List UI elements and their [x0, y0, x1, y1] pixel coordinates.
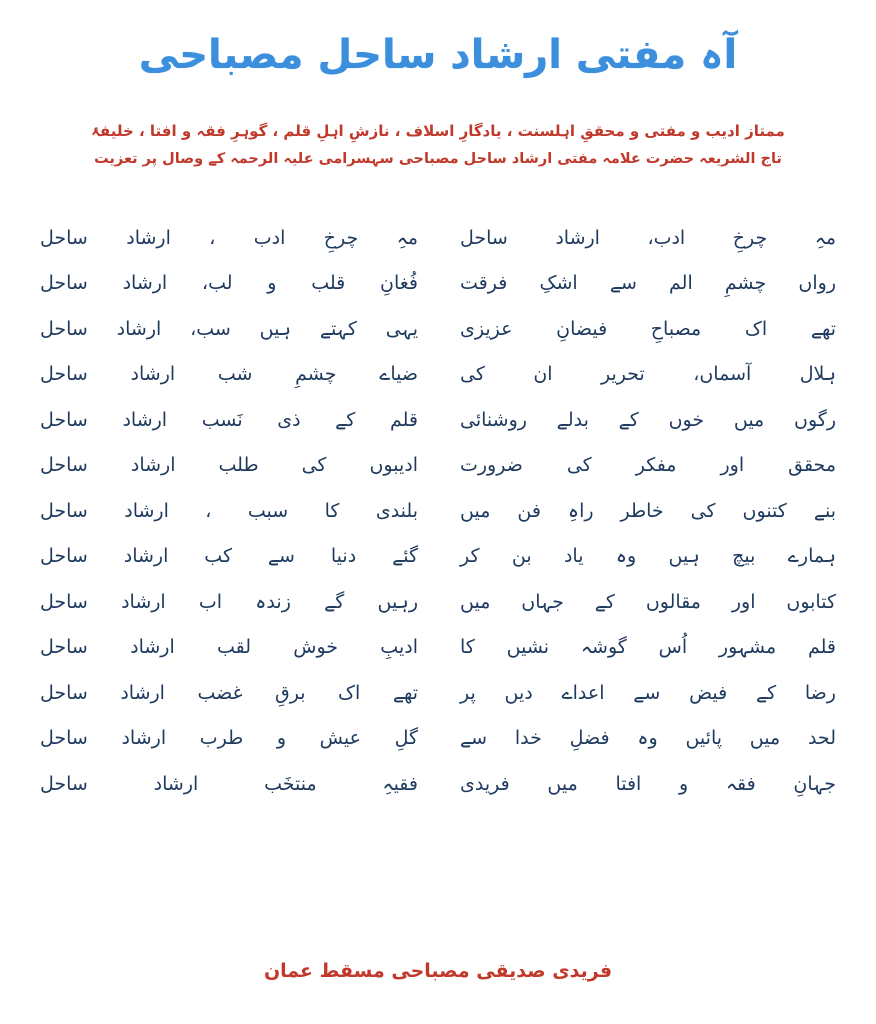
couplet-row — [34, 355, 842, 395]
hemistich-second: تھے اک برقِ غضب ارشاد ساحل — [40, 681, 418, 704]
subtitle-block — [0, 118, 876, 173]
couplet-row — [34, 264, 842, 304]
hemistich-second: بلندی کا سبب ، ارشاد ساحل — [40, 499, 418, 522]
hemistich-first: جہانِ فقہ و افتا میں فریدی — [460, 772, 836, 795]
subtitle-line-1: ممتاز ادیب و مفتی و محققِ اہلسنت ، یادگارِ اسلاف ، نازشِ اہلِ قلم ، گوہرِ فقہ و افتا ، خلیفۂ — [91, 122, 785, 140]
hemistich-second: ادیبوں کی طلب ارشاد ساحل — [40, 454, 418, 477]
couplet-row — [34, 401, 842, 441]
hemistich-second: قلم کے ذی نَسب ارشاد ساحل — [40, 408, 418, 431]
hemistich-second: ضیاے چشمِ شب ارشاد ساحل — [40, 363, 418, 386]
title-block — [0, 0, 876, 82]
hemistich-first: رضا کے فیض سے اعداے دیں پر — [460, 681, 836, 704]
hemistich-second: ادیبِ خوش لقب ارشاد ساحل — [40, 636, 418, 659]
couplet-row — [34, 628, 842, 668]
couplet-row — [34, 583, 842, 623]
hemistich-second: فُغانِ قلب و لب، ارشاد ساحل — [40, 272, 418, 295]
hemistich-second: مہِ چرخِ ادب ، ارشاد ساحل — [40, 226, 418, 249]
couplet-row — [34, 492, 842, 532]
hemistich-first: محقق اور مفکر کی ضرورت — [460, 454, 836, 477]
couplet-row — [34, 219, 842, 259]
couplet-row — [34, 310, 842, 350]
hemistich-first: لحد میں پائیں وہ فضلِ خدا سے — [460, 727, 836, 750]
hemistich-first: ہلال آسماں، تحریر ان کی — [460, 363, 836, 386]
hemistich-first: بنے کتنوں کی خاطر راہِ فن میں — [460, 499, 836, 522]
hemistich-second: فقیہِ منتخَب ارشاد ساحل — [40, 772, 418, 795]
hemistich-second: رہیں گے زندہ اب ارشاد ساحل — [40, 590, 418, 613]
hemistich-second: گئے دنیا سے کب ارشاد ساحل — [40, 545, 418, 568]
hemistich-second: یہی کہتے ہیں سب، ارشاد ساحل — [40, 317, 418, 340]
hemistich-first: قلم مشہور اُس گوشہ نشیں کا — [460, 636, 836, 659]
couplet-row — [34, 674, 842, 714]
couplet-row — [34, 537, 842, 577]
page-title: آہ مفتی ارشاد ساحل مصباحی — [138, 32, 738, 78]
hemistich-first: مہِ چرخِ ادب، ارشاد ساحل — [460, 226, 836, 249]
footer-block — [0, 960, 876, 1024]
couplet-row — [34, 446, 842, 486]
hemistich-first: کتابوں اور مقالوں کے جہاں میں — [460, 590, 836, 613]
couplet-row — [34, 719, 842, 759]
hemistich-first: رواں چشمِ الم سے اشکِ فرقت — [460, 272, 836, 295]
hemistich-first: رگوں میں خوں کے بدلے روشنائی — [460, 408, 836, 431]
hemistich-first: ہمارے بیچ ہیں وہ یاد بن کر — [460, 545, 836, 568]
couplet-row — [34, 765, 842, 805]
author-signature: فریدی صدیقی مصباحی مسقط عمان — [263, 960, 613, 982]
hemistich-first: تھے اک مصباحِ فیضانِ عزیزی — [460, 317, 836, 340]
hemistich-second: گلِ عیش و طرب ارشاد ساحل — [40, 727, 418, 750]
subtitle-line-2: تاج الشریعہ حضرت علامہ مفتی ارشاد ساحل مصباحی سہسرامی علیہ الرحمہ کے وصال پر تعزیت — [94, 150, 782, 167]
poem-body — [0, 219, 876, 944]
